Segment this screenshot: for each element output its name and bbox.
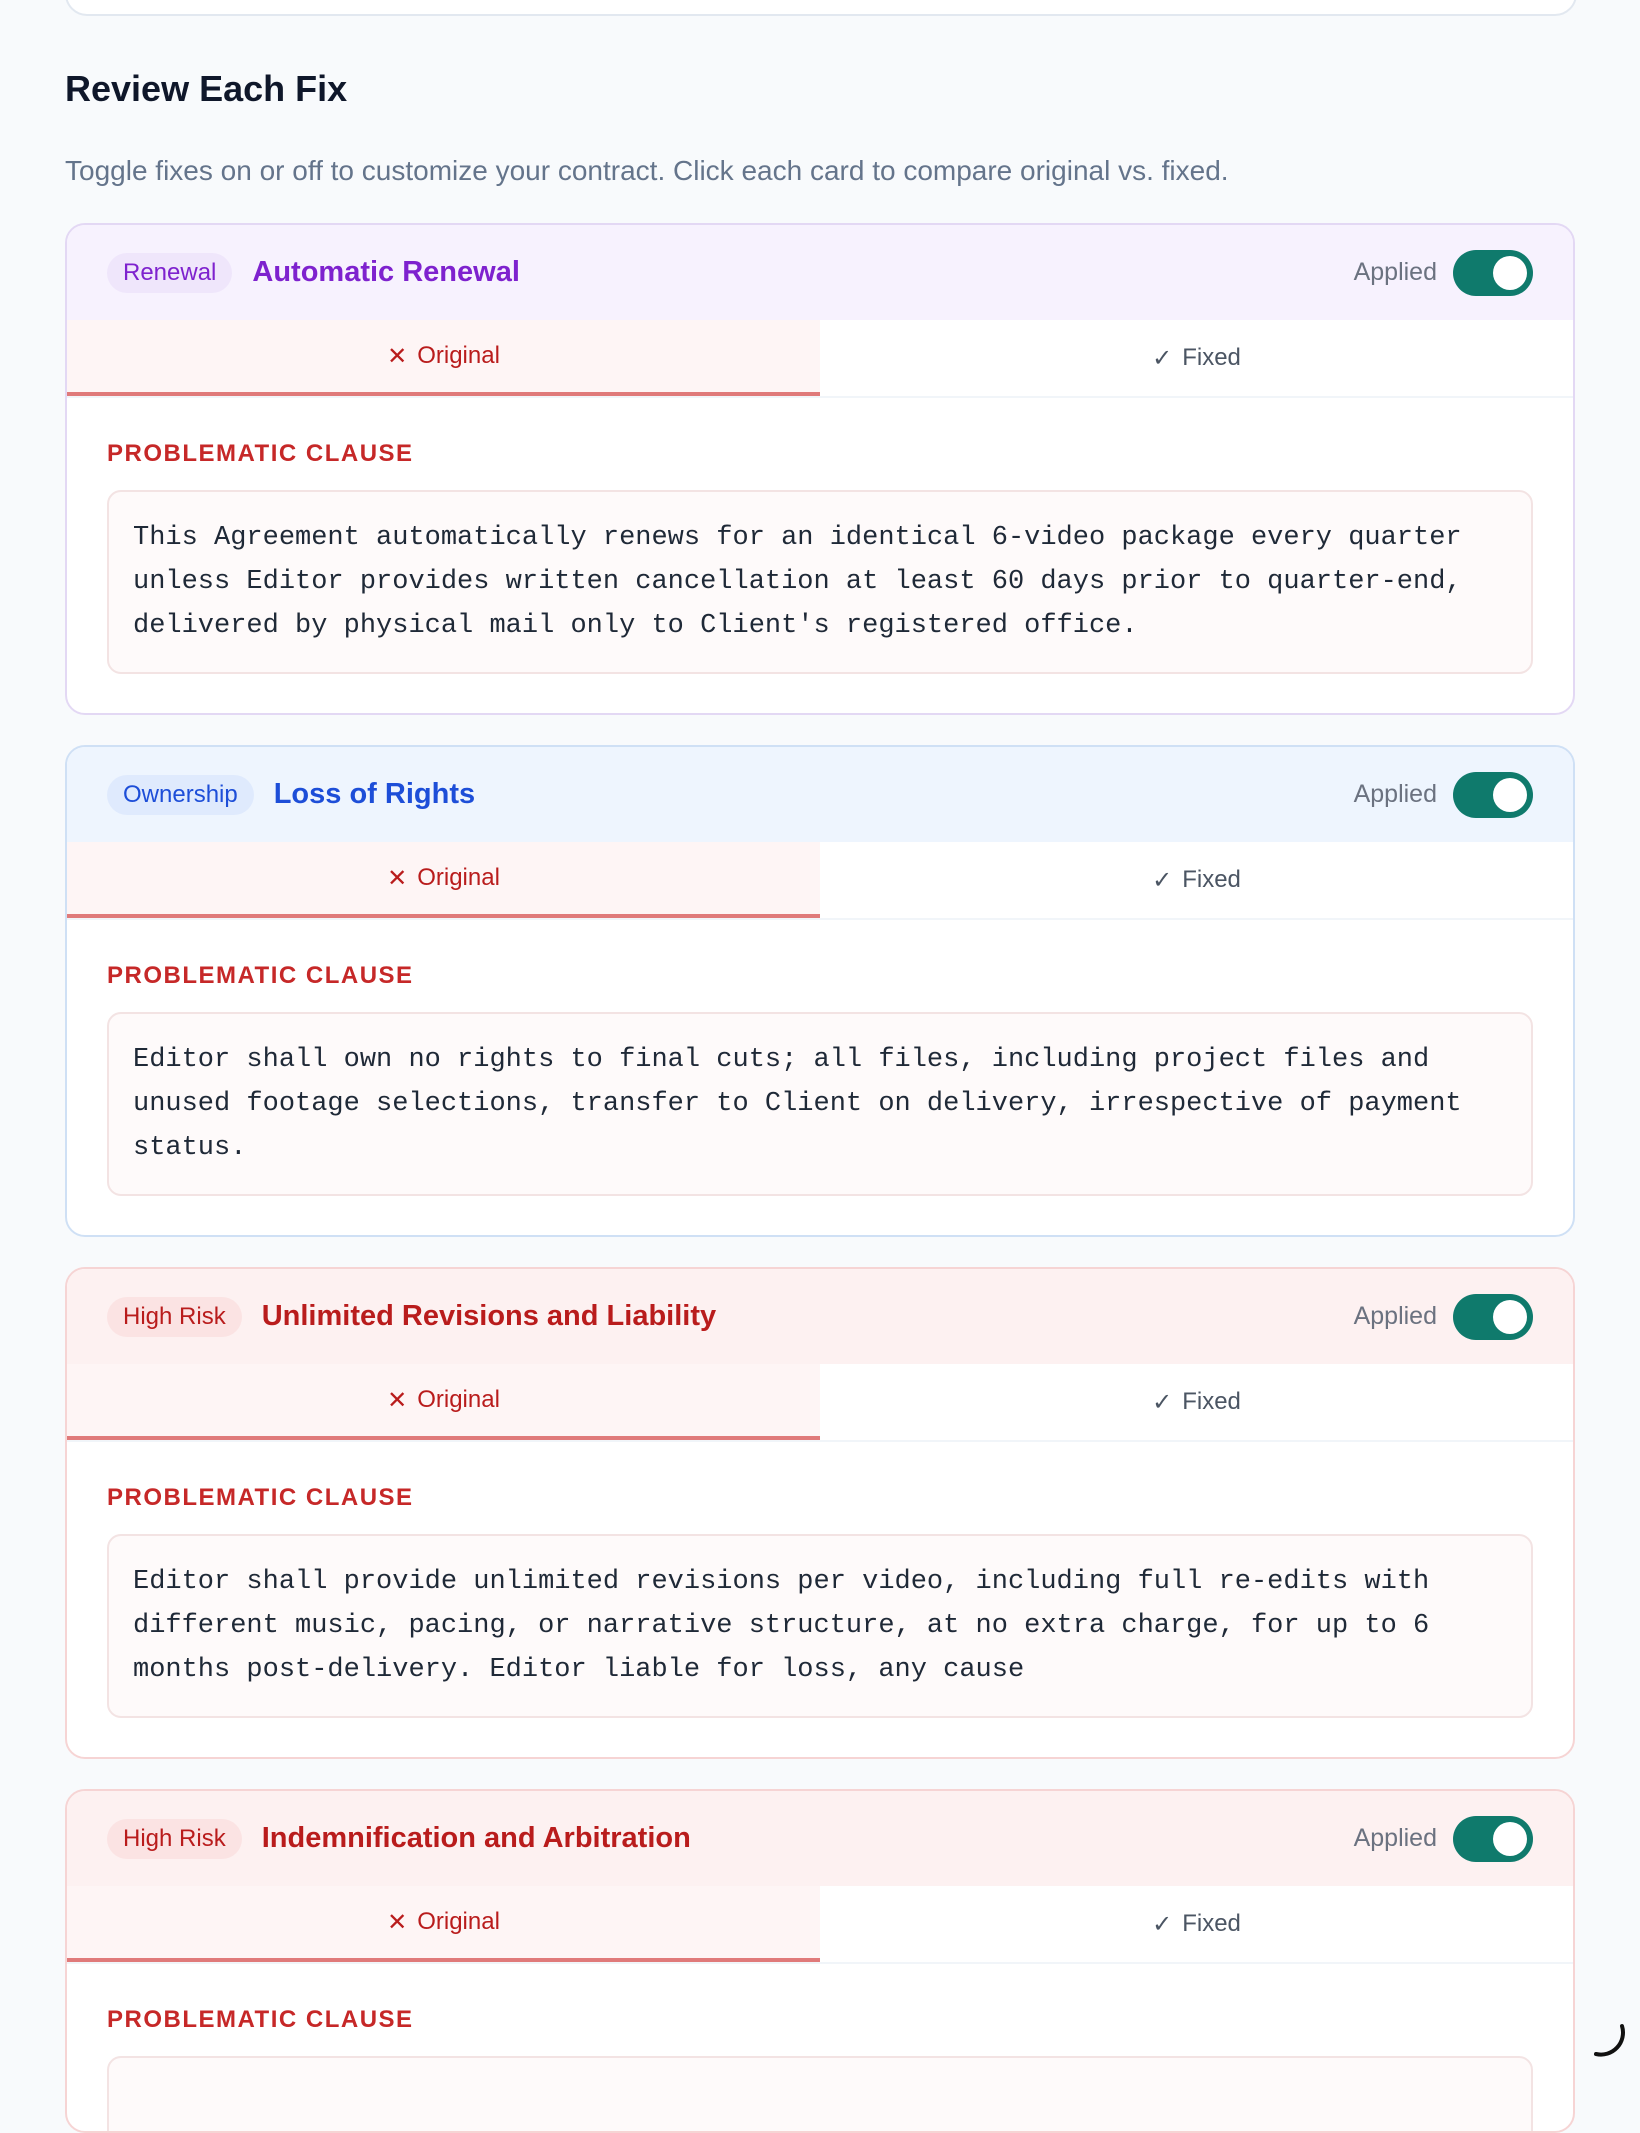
fix-card-loss-of-rights[interactable] [65, 745, 1575, 1237]
clause-label: PROBLEMATIC CLAUSE [107, 440, 414, 467]
card-title: Loss of Rights [273, 778, 476, 810]
card-title: Unlimited Revisions and Liability [261, 1300, 717, 1332]
tab-fixed-label: Fixed [1182, 866, 1241, 893]
clause-text: Editor shall own no rights to final cuts; all files, including project files and unused footage selections, transfer to Client on delivery, irrespective of payment status. [107, 1012, 1533, 1196]
fix-card-automatic-renewal[interactable] [65, 223, 1575, 715]
clause-label: PROBLEMATIC CLAUSE [107, 1484, 414, 1511]
clause-label: PROBLEMATIC CLAUSE [107, 2006, 414, 2033]
spinner-icon [1588, 2020, 1628, 2060]
applied-toggle[interactable] [1453, 1816, 1533, 1862]
check-icon: ✓ [1152, 344, 1173, 372]
card-header[interactable] [67, 1791, 1573, 1886]
clause-text: Editor shall provide unlimited revisions per video, including full re-edits with different music, pacing, or narrative structure, at no extra charge, for up to 6 months post-delivery. Editor liable for loss, any cause [107, 1534, 1533, 1718]
card-header[interactable] [67, 1269, 1573, 1364]
fix-card-unlimited-revisions[interactable] [65, 1267, 1575, 1759]
tab-fixed[interactable] [820, 1364, 1573, 1440]
category-badge: High Risk [107, 1297, 242, 1337]
toggle-knob [1493, 256, 1527, 290]
tab-fixed-label: Fixed [1182, 1910, 1241, 1937]
tab-fixed-label: Fixed [1182, 1388, 1241, 1415]
compare-tabs [67, 1886, 1573, 1964]
card-body [67, 920, 1573, 1236]
card-title: Indemnification and Arbitration [261, 1822, 691, 1854]
applied-toggle[interactable] [1453, 250, 1533, 296]
check-icon: ✓ [1152, 866, 1173, 894]
card-header[interactable] [67, 747, 1573, 842]
applied-toggle[interactable] [1453, 1294, 1533, 1340]
compare-tabs [67, 320, 1573, 398]
check-icon: ✓ [1152, 1388, 1173, 1416]
compare-tabs [67, 1364, 1573, 1442]
applied-label: Applied [1353, 1824, 1437, 1852]
category-badge: Renewal [107, 253, 232, 293]
clause-text: This Agreement automatically renews for an identical 6-video package every quarter unless Editor provides written cancellation at least 60 days prior to quarter-end, delivered by physical mail only to Client's registered office. [107, 490, 1533, 674]
tab-original[interactable] [67, 320, 820, 396]
x-icon: ✕ [387, 342, 408, 370]
tab-original[interactable] [67, 1886, 820, 1962]
tab-fixed[interactable] [820, 320, 1573, 396]
card-title: Automatic Renewal [252, 256, 520, 288]
tab-original-label: Original [417, 1908, 500, 1935]
section-subtitle: Toggle fixes on or off to customize your contract. Click each card to compare original vs. fixed. [65, 155, 1229, 186]
card-body [67, 1442, 1573, 1758]
tab-fixed[interactable] [820, 1886, 1573, 1962]
x-icon: ✕ [387, 864, 408, 892]
tab-original-label: Original [417, 342, 500, 369]
previous-card-stub [65, 0, 1577, 16]
x-icon: ✕ [387, 1908, 408, 1936]
tab-original[interactable] [67, 842, 820, 918]
check-icon: ✓ [1152, 1910, 1173, 1938]
card-body [67, 1964, 1573, 2133]
tab-original-label: Original [417, 1386, 500, 1413]
clause-label: PROBLEMATIC CLAUSE [107, 962, 414, 989]
applied-label: Applied [1353, 780, 1437, 808]
x-icon: ✕ [387, 1386, 408, 1414]
compare-tabs [67, 842, 1573, 920]
tab-original[interactable] [67, 1364, 820, 1440]
tab-fixed[interactable] [820, 842, 1573, 918]
applied-toggle[interactable] [1453, 772, 1533, 818]
tab-original-label: Original [417, 864, 500, 891]
toggle-knob [1493, 1300, 1527, 1334]
toggle-knob [1493, 1822, 1527, 1856]
clause-text [107, 2056, 1533, 2133]
card-header[interactable] [67, 225, 1573, 320]
section-title: Review Each Fix [65, 68, 348, 109]
applied-label: Applied [1353, 258, 1437, 286]
card-body [67, 398, 1573, 714]
tab-fixed-label: Fixed [1182, 344, 1241, 371]
applied-label: Applied [1353, 1302, 1437, 1330]
category-badge: Ownership [107, 775, 254, 815]
category-badge: High Risk [107, 1819, 242, 1859]
toggle-knob [1493, 778, 1527, 812]
fix-card-indemnification[interactable] [65, 1789, 1575, 2133]
